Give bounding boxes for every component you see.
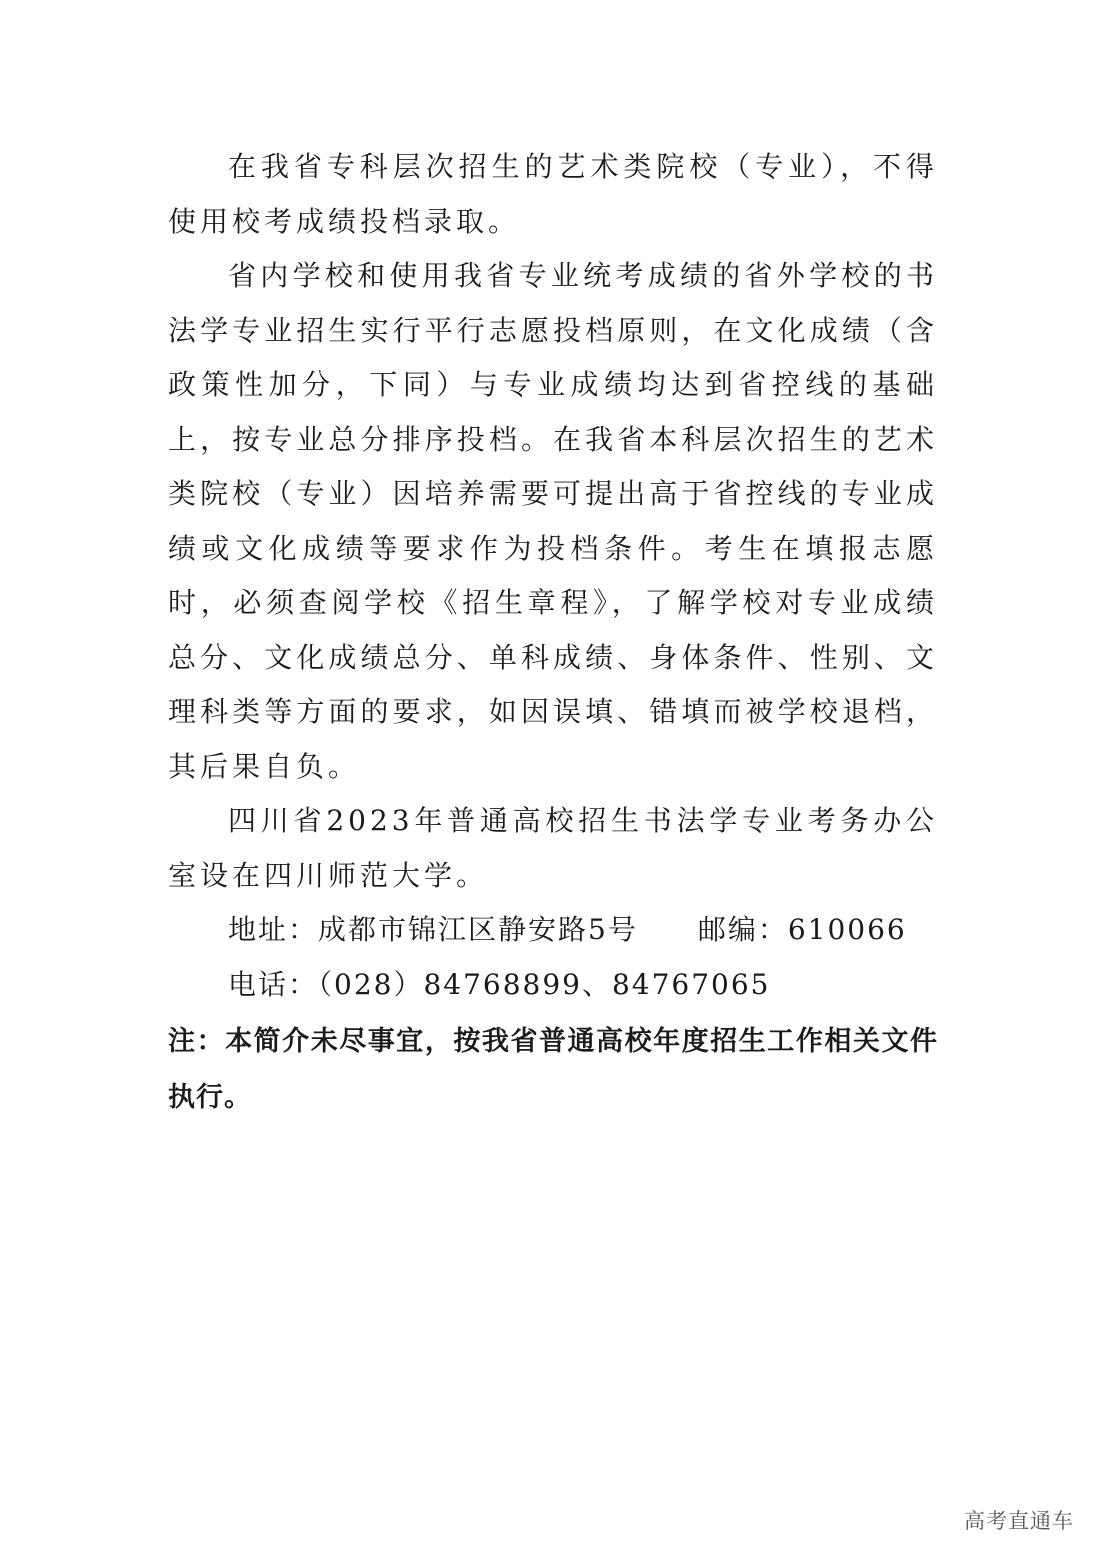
footnote: 注：本简介未尽事宜，按我省普通高校年度招生工作相关文件执行。 bbox=[168, 1026, 938, 1113]
paragraph-exam-office: 四川省2023年普通高校招生书法学专业考务办公室设在四川师范大学。 bbox=[168, 804, 938, 892]
address-text: 地址：成都市锦江区静安路5号 bbox=[228, 913, 638, 946]
paragraph-calligraphy-admission-rules: 省内学校和使用我省专业统考成绩的省外学校的书法学专业招生实行平行志愿投档原则，在文化成绩（含政策性加分，下同）与专业成绩均达到省控线的基础上，按专业总分排序投档。在我省本科层次招生的艺术类院校（专业）因培养需要可提出高于省控线的专业成绩或文化成绩等要求作为投档条件。考生在填报志愿时，必须查阅学校《招生章程》，了解学校对专业成绩总分、文化成绩总分、单科成绩、身体条件、性别、文理科类等方面的要求，如因误填、错填而被学校退档，其后果自负。 bbox=[168, 259, 938, 783]
watermark-text: 高考直通车 bbox=[964, 1509, 1074, 1533]
contact-phone-line: 电话：（028）84768899、84767065 bbox=[228, 967, 771, 1001]
paragraph-specialist-admission: 在我省专科层次招生的艺术类院校（专业），不得使用校考成绩投档录取。 bbox=[168, 150, 938, 238]
contact-address-line bbox=[168, 903, 938, 958]
postcode-text: 邮编：610066 bbox=[697, 913, 907, 946]
document-body bbox=[168, 140, 938, 1126]
